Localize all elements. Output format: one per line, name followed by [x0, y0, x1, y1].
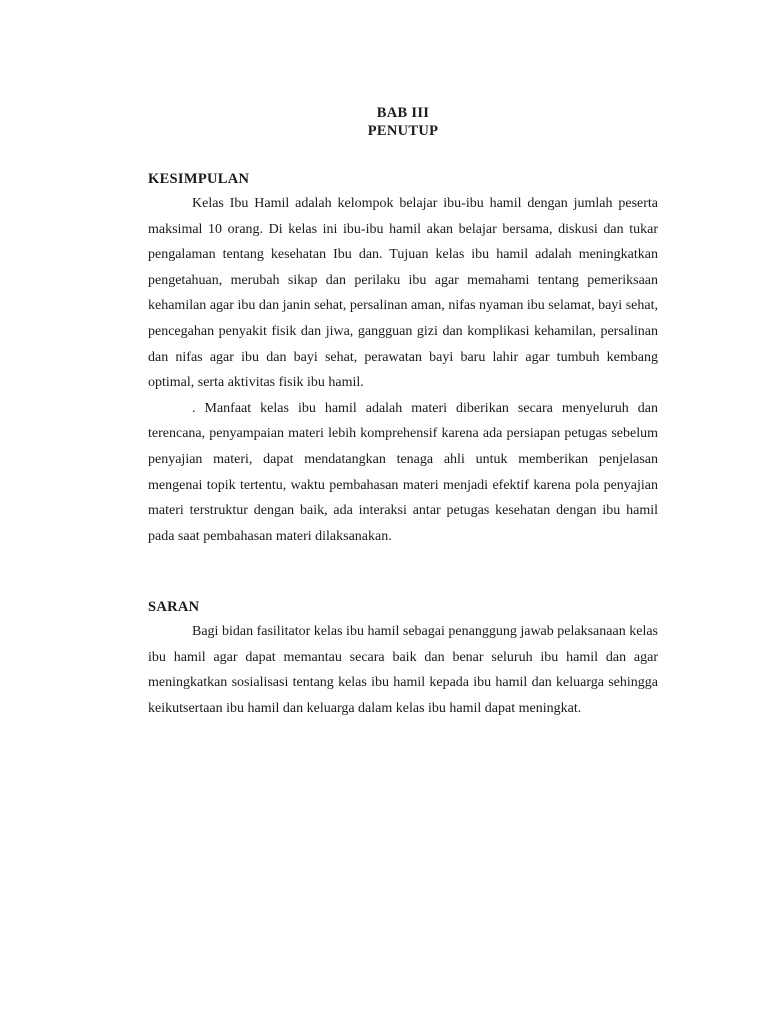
saran-heading: SARAN	[148, 599, 200, 615]
saran-section	[148, 598, 658, 721]
chapter-number: BAB III	[376, 105, 430, 121]
kesimpulan-section	[148, 170, 658, 549]
saran-paragraph-1: Bagi bidan fasilitator kelas ibu hamil sebagai penanggung jawab pelaksanaan kelas ibu hamil agar dapat memantau secara baik dan benar seluruh ibu hamil dan agar meningkatkan sosialisasi tentang kelas ibu hamil kepada ibu hamil dan keluarga sehingga keikutsertaan ibu hamil dan keluarga dalam kelas ibu hamil dapat meningkat.	[148, 624, 658, 716]
kesimpulan-paragraph-2: . Manfaat kelas ibu hamil adalah materi diberikan secara menyeluruh dan terencana, penyampaian materi lebih komprehensif karena ada persiapan petugas sebelum penyajian materi, dapat mendatangkan tenaga ahli untuk memberikan penjelasan mengenai topik tertentu, waktu pembahasan materi menjadi efektif karena pola penyajian materi terstruktur dengan baik, ada interaksi antar petugas kesehatan dengan ibu hamil pada saat pembahasan materi dilaksanakan.	[148, 400, 658, 544]
chapter-title: PENUTUP	[367, 123, 439, 139]
chapter-heading	[148, 104, 658, 140]
kesimpulan-paragraph-1: Kelas Ibu Hamil adalah kelompok belajar ibu-ibu hamil dengan jumlah peserta maksimal 10 orang. Di kelas ini ibu-ibu hamil akan belajar bersama, diskusi dan tukar pengalaman tentang kesehatan Ibu dan. Tujuan kelas ibu hamil adalah meningkatkan pengetahuan, merubah sikap dan perilaku ibu agar memahami tentang pemeriksaan kehamilan agar ibu dan janin sehat, persalinan aman, nifas nyaman ibu selamat, bayi sehat, pencegahan penyakit fisik dan jiwa, gangguan gizi dan komplikasi kehamilan, persalinan dan nifas agar ibu dan bayi sehat, perawatan bayi baru lahir agar tumbuh kembang optimal, serta aktivitas fisik ibu hamil.	[148, 196, 658, 391]
kesimpulan-heading: KESIMPULAN	[148, 171, 250, 187]
